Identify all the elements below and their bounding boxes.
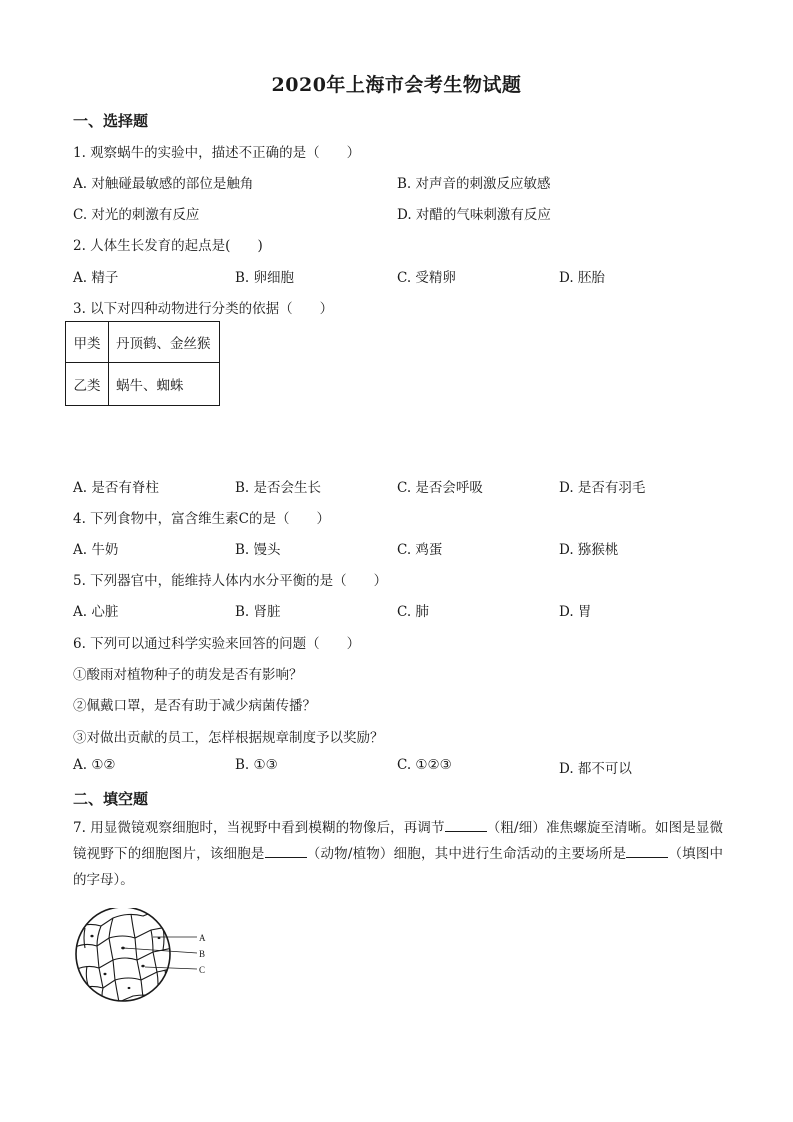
page-title: 2020年上海市会考生物试题 xyxy=(271,74,522,96)
question-4-option-a: A. 牛奶 xyxy=(73,542,119,558)
question-1-option-a: A. 对触碰最敏感的部位是触角 xyxy=(73,176,254,192)
answer-blank-3 xyxy=(626,843,668,858)
question-6-option-b: B. ①③ xyxy=(235,757,278,773)
question-3-option-d: D. 是否有羽毛 xyxy=(559,480,646,496)
figure-label-c: C xyxy=(199,965,206,975)
question-2-option-c: C. 受精卵 xyxy=(397,270,456,286)
question-6-item-1: ①酸雨对植物种子的萌发是否有影响？ xyxy=(73,667,303,683)
question-3-option-a: A. 是否有脊柱 xyxy=(73,480,159,496)
question-7-part-1: 7. 用显微镜观察细胞时，当视野中看到模糊的物像后，再调节 xyxy=(73,820,445,836)
question-6-option-c: C. ①②③ xyxy=(397,757,452,773)
question-3-stem: 3. 以下对四种动物进行分类的依据（ ） xyxy=(73,301,334,317)
question-5-stem: 5. 下列器官中，能维持人体内水分平衡的是（ ） xyxy=(73,573,388,589)
question-7-part-3: （动物/植物）细胞，其中进行生命活动的主要场所是 xyxy=(306,846,627,862)
section-heading-fill: 二、填空题 xyxy=(73,790,149,808)
question-4-option-d: D. 猕猴桃 xyxy=(559,542,619,558)
question-2-option-a: A. 精子 xyxy=(73,270,119,286)
figure-label-b: B xyxy=(199,949,206,959)
question-2-option-b: B. 卵细胞 xyxy=(235,270,295,286)
table-cell-animals: 蜗牛、蜘蛛 xyxy=(109,363,220,406)
question-3-option-b: B. 是否会生长 xyxy=(235,480,322,496)
question-7-text xyxy=(73,815,723,893)
question-6-option-a: A. ①② xyxy=(73,757,116,773)
answer-blank-2 xyxy=(265,843,307,858)
question-1-option-c: C. 对光的刺激有反应 xyxy=(73,207,200,223)
table-row xyxy=(66,322,220,363)
question-5-option-a: A. 心脏 xyxy=(73,604,119,620)
question-6-item-3: ③对做出贡献的员工，怎样根据规章制度予以奖励？ xyxy=(73,730,384,746)
animal-classification-table xyxy=(65,321,220,406)
question-2-stem: 2. 人体生长发育的起点是( ) xyxy=(73,238,263,254)
table-cell-class: 乙类 xyxy=(66,363,109,406)
question-1-stem: 1. 观察蜗牛的实验中，描述不正确的是（ ） xyxy=(73,145,361,161)
question-4-stem: 4. 下列食物中，富含维生素C的是（ ） xyxy=(73,511,331,527)
question-1-option-b: B. 对声音的刺激反应敏感 xyxy=(397,176,551,192)
question-5-option-c: C. 肺 xyxy=(397,604,429,620)
answer-blank-1 xyxy=(445,817,487,832)
section-heading-choice: 一、选择题 xyxy=(73,112,149,130)
question-4-option-b: B. 馒头 xyxy=(235,542,281,558)
table-cell-animals: 丹顶鹤、金丝猴 xyxy=(109,322,220,363)
question-4-option-c: C. 鸡蛋 xyxy=(397,542,443,558)
question-6-option-d: D. 都不可以 xyxy=(559,761,632,777)
question-1-option-d: D. 对醋的气味刺激有反应 xyxy=(397,207,551,223)
figure-label-a: A xyxy=(199,933,206,943)
table-cell-class: 甲类 xyxy=(66,322,109,363)
question-5-option-b: B. 肾脏 xyxy=(235,604,281,620)
question-6-stem: 6. 下列可以通过科学实验来回答的问题（ ） xyxy=(73,636,361,652)
question-7-part-4: （填图中的字母）。 xyxy=(73,846,724,888)
microscope-cell-figure xyxy=(73,908,223,1004)
table-row xyxy=(66,363,220,406)
question-6-item-2: ②佩戴口罩，是否有助于减少病菌传播？ xyxy=(73,698,316,714)
question-2-option-d: D. 胚胎 xyxy=(559,270,605,286)
question-5-option-d: D. 胃 xyxy=(559,604,592,620)
question-3-option-c: C. 是否会呼吸 xyxy=(397,480,483,496)
question-7-part-2: （粗/细）准焦螺旋至清晰。如图是显微镜视野下的细胞图片，该细胞是 xyxy=(73,820,723,862)
